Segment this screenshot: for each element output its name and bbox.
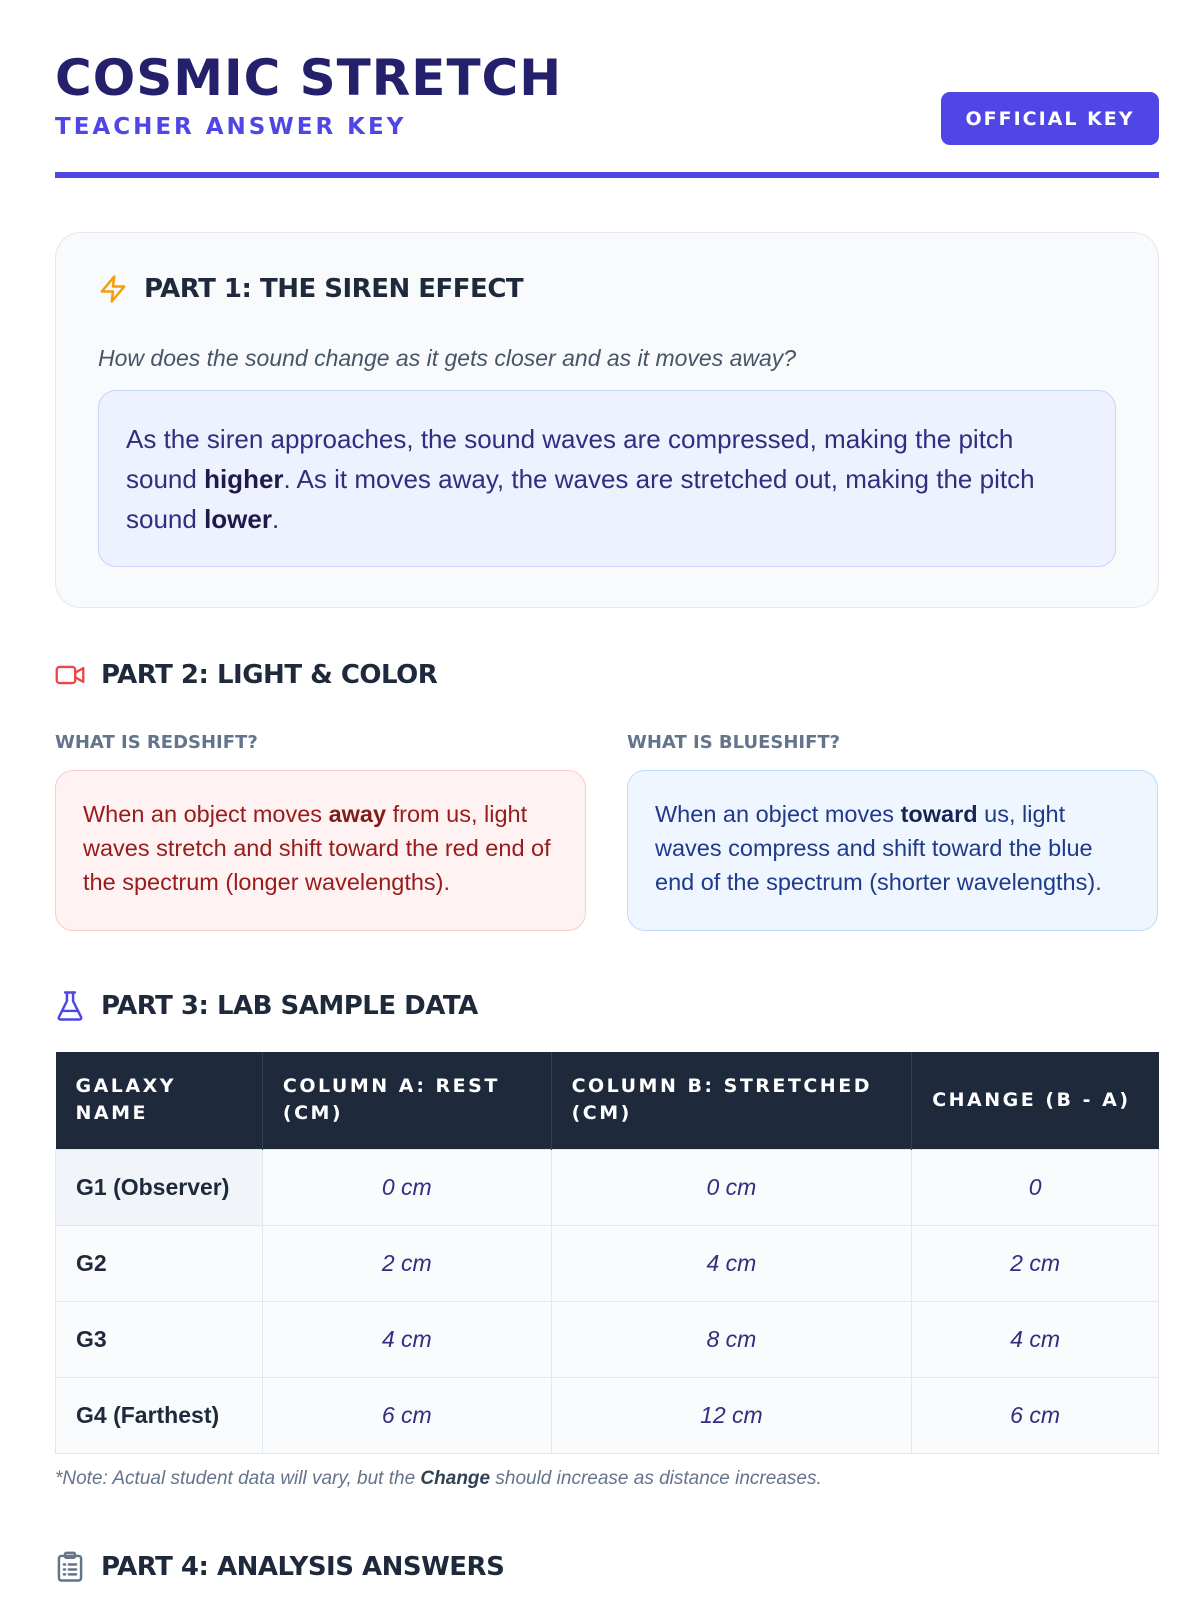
note-text-2: should increase as distance increases. — [490, 1468, 822, 1489]
redshift-emphasis: away — [328, 801, 387, 827]
table-header-row — [56, 1052, 1159, 1149]
part1-card — [55, 232, 1159, 608]
galaxy-name-cell: G1 (Observer) — [56, 1149, 263, 1225]
part2-heading — [55, 660, 437, 690]
rest-cell: 0 cm — [262, 1149, 551, 1225]
redshift-text-2: from us, light waves stretch and shift toward the red end of the spectrum (longer wavelengths). — [83, 801, 551, 895]
part3-heading — [55, 990, 478, 1022]
answer-emphasis-lower: lower — [204, 504, 272, 534]
change-cell: 0 — [912, 1149, 1159, 1225]
change-cell: 6 cm — [912, 1377, 1159, 1453]
blueshift-text-1: When an object moves — [655, 801, 901, 827]
redshift-answer — [55, 770, 586, 931]
blueshift-text-2: us, light waves compress and shift toward the blue end of the spectrum (shorter wavelengths). — [655, 801, 1102, 895]
change-cell: 4 cm — [912, 1301, 1159, 1377]
galaxy-name-cell: G4 (Farthest) — [56, 1377, 263, 1453]
stretched-cell: 12 cm — [551, 1377, 912, 1453]
flask-icon — [55, 990, 85, 1022]
rest-cell: 2 cm — [262, 1225, 551, 1301]
note-emphasis: Change — [420, 1468, 491, 1489]
lightning-icon — [98, 273, 128, 305]
rest-cell: 6 cm — [262, 1377, 551, 1453]
column-header: COLUMN A: REST (CM) — [262, 1052, 551, 1149]
table-row — [56, 1377, 1159, 1453]
blueshift-answer — [627, 770, 1158, 931]
answer-key-page — [55, 0, 1159, 1582]
galaxy-name-cell: G3 — [56, 1301, 263, 1377]
column-header: CHANGE (B - A) — [912, 1052, 1159, 1149]
part1-question: How does the sound change as it gets closer and as it moves away? — [98, 345, 797, 371]
redshift-label: WHAT IS REDSHIFT? — [55, 732, 258, 753]
part3-heading-text: PART 3: LAB SAMPLE DATA — [101, 991, 478, 1021]
part1-heading-text: PART 1: THE SIREN EFFECT — [144, 274, 524, 304]
note-text-1: *Note: Actual student data will vary, but the — [55, 1468, 421, 1489]
clipboard-icon — [55, 1551, 85, 1583]
blueshift-label: WHAT IS BLUESHIFT? — [627, 732, 841, 753]
blueshift-emphasis: toward — [900, 801, 978, 827]
page-title: COSMIC STRETCH — [55, 49, 563, 107]
answer-text-3: . — [272, 504, 280, 534]
part4-heading — [55, 1551, 504, 1583]
table-row — [56, 1149, 1159, 1225]
column-header: GALAXY NAME — [56, 1052, 263, 1149]
rest-cell: 4 cm — [262, 1301, 551, 1377]
answer-text-2: . As it moves away, the waves are stretched out, making the pitch sound — [126, 464, 1035, 534]
galaxy-name-cell: G2 — [56, 1225, 263, 1301]
part1-heading — [98, 273, 523, 305]
answer-text-1: As the siren approaches, the sound waves are compressed, making the pitch sound — [126, 424, 1014, 494]
table-row — [56, 1225, 1159, 1301]
official-key-badge: OFFICIAL KEY — [941, 92, 1159, 145]
table-note — [55, 1468, 822, 1490]
lab-data-table — [55, 1052, 1159, 1454]
page-subtitle: TEACHER ANSWER KEY — [55, 114, 407, 140]
column-header: COLUMN B: STRETCHED (CM) — [551, 1052, 912, 1149]
header — [55, 0, 1159, 178]
part2-heading-text: PART 2: LIGHT & COLOR — [101, 660, 438, 690]
part4-heading-text: PART 4: ANALYSIS ANSWERS — [101, 1552, 505, 1582]
stretched-cell: 4 cm — [551, 1225, 912, 1301]
table-row — [56, 1301, 1159, 1377]
stretched-cell: 8 cm — [551, 1301, 912, 1377]
stretched-cell: 0 cm — [551, 1149, 912, 1225]
part1-answer — [98, 390, 1116, 567]
change-cell: 2 cm — [912, 1225, 1159, 1301]
video-camera-icon — [55, 663, 85, 687]
redshift-text-1: When an object moves — [83, 801, 329, 827]
answer-emphasis-higher: higher — [204, 464, 284, 494]
